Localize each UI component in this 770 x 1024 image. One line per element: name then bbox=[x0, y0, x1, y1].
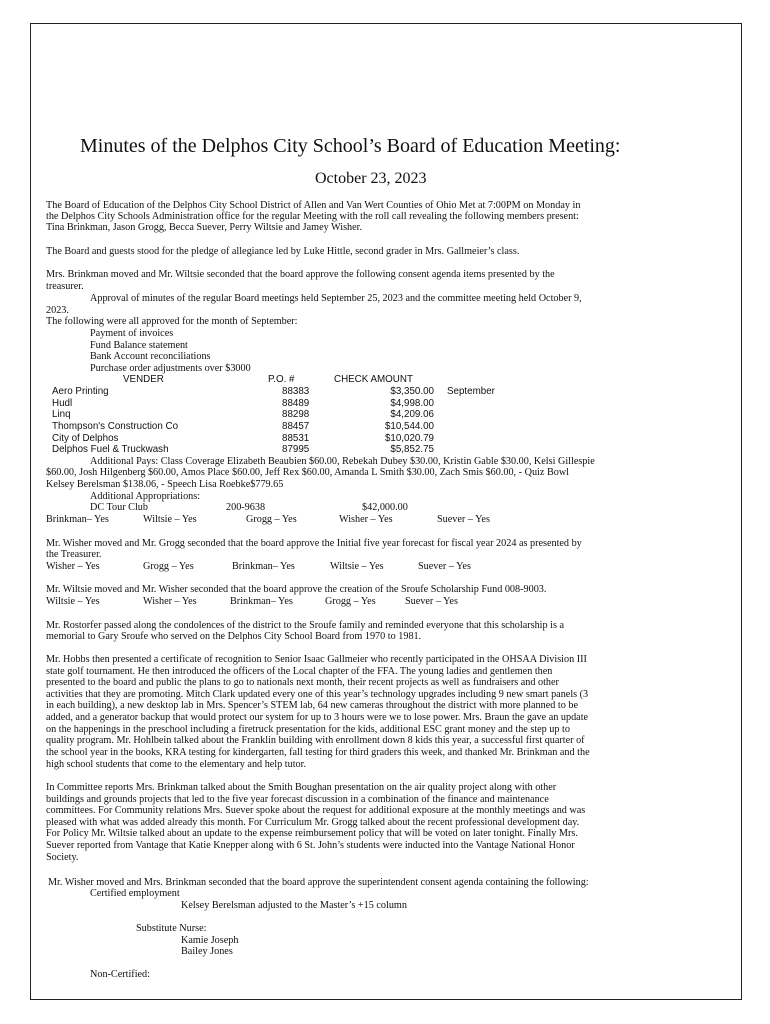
committee-line: committees. For Community relations Mrs. Suever spoke about the request for additional exposure at the monthly meetings and was bbox=[46, 805, 586, 816]
hobbs-line: activities that they are promoting. Mitch Clark updated every one of this year’s technology upgrades including 9 new smart panels (3 bbox=[46, 689, 589, 700]
approval-line: Approval of minutes of the regular Board meetings held September 25, 2023 and the committee meeting held October 9, bbox=[90, 293, 582, 304]
vote: Brinkman– Yes bbox=[230, 596, 293, 607]
table-cell-vendor: Linq bbox=[52, 409, 71, 420]
table-cell-po: 87995 bbox=[282, 444, 310, 455]
hobbs-line: the school year in the books, KRA testing for kindergarten, fall testing for third graders this week, and thanked Mr. Brinkman and the bbox=[46, 747, 590, 758]
vote: Grogg – Yes bbox=[143, 561, 194, 572]
intro-line: Tina Brinkman, Jason Grogg, Becca Suever, Perry Wiltsie and Jamey Wisher. bbox=[46, 222, 363, 233]
scholarship-text: Mr. Wiltsie moved and Mr. Wisher seconded that the board approve the creation of the Sroufe Scholarship Fund 008-9003. bbox=[46, 584, 547, 595]
vote: Grogg – Yes bbox=[246, 514, 297, 525]
vote: Brinkman– Yes bbox=[232, 561, 295, 572]
vote: Wiltsie – Yes bbox=[330, 561, 384, 572]
hobbs-line: on the happenings in the preschool including a firetruck presentation for the kids, additional ESC grant money and the step up to bbox=[46, 724, 570, 735]
approval-line: 2023. bbox=[46, 305, 69, 316]
table-cell-amount: $4,998.00 bbox=[390, 398, 434, 409]
certified-item: Kelsey Berelsman adjusted to the Master’s +15 column bbox=[181, 900, 407, 911]
table-cell-vendor: City of Delphos bbox=[52, 433, 119, 444]
vote: Grogg – Yes bbox=[325, 596, 376, 607]
consent-item: Fund Balance statement bbox=[90, 340, 188, 351]
table-cell-vendor: Hudl bbox=[52, 398, 73, 409]
hobbs-line: Mr. Hobbs then presented a certificate of recognition to Senior Isaac Gallmeier who recently participated in the OHSAA Division III bbox=[46, 654, 587, 665]
forecast-line: Mr. Wisher moved and Mr. Grogg seconded that the board approve the Initial five year forecast for fiscal year 2024 as presented by bbox=[46, 538, 582, 549]
vote: Wiltsie – Yes bbox=[46, 596, 100, 607]
table-header-check-amount: CHECK AMOUNT bbox=[334, 374, 413, 385]
consent-item: Bank Account reconciliations bbox=[90, 351, 211, 362]
hobbs-line: in each building), a new desktop lab in Mrs. Spencer’s STEM lab, 64 new cameras throughout the district with more planned to be bbox=[46, 700, 578, 711]
appropriation-name: DC Tour Club bbox=[90, 502, 148, 513]
table-header-vender: VENDER bbox=[123, 374, 164, 385]
additional-pays-line: Kelsey Berelsman $138.06, - Speech Lisa Roebke$779.65 bbox=[46, 479, 284, 490]
meeting-date: October 23, 2023 bbox=[315, 170, 427, 187]
table-cell-vendor: Delphos Fuel & Truckwash bbox=[52, 444, 169, 455]
vote: Wisher – Yes bbox=[339, 514, 393, 525]
appropriations-label: Additional Appropriations: bbox=[90, 491, 201, 502]
table-header-po: P.O. # bbox=[268, 374, 295, 385]
table-cell-vendor: Aero Printing bbox=[52, 386, 109, 397]
vote: Suever – Yes bbox=[418, 561, 471, 572]
pledge-text: The Board and guests stood for the pledge of allegiance led by Luke Hittle, second grader in Mrs. Gallmeier’s class. bbox=[46, 246, 520, 257]
intro-line: the Delphos City Schools Administration office for the regular Meeting with the roll call revealing the following members present: bbox=[46, 211, 579, 222]
table-cell-amount: $5,852.75 bbox=[390, 444, 434, 455]
table-cell-po: 88489 bbox=[282, 398, 310, 409]
table-cell-amount: $3,350.00 bbox=[390, 386, 434, 397]
substitute-nurse-label: Substitute Nurse: bbox=[136, 923, 207, 934]
table-cell-po: 88298 bbox=[282, 409, 310, 420]
table-cell-amount: $10,544.00 bbox=[384, 421, 434, 432]
additional-pays-line: Additional Pays: Class Coverage Elizabeth Beaubien $60.00, Rebekah Dubey $30.00, Kristin Gable $30.00, Kelsi Gillespie bbox=[90, 456, 595, 467]
table-cell-po: 88531 bbox=[282, 433, 310, 444]
vote: Suever – Yes bbox=[405, 596, 458, 607]
table-cell-note: September bbox=[447, 386, 495, 397]
committee-line: For Policy Mr. Wiltsie talked about an update to the expense reimbursement policy that will be voted on later tonight. Finally Mrs. bbox=[46, 828, 578, 839]
consent-item: Payment of invoices bbox=[90, 328, 174, 339]
hobbs-line: quality program. Mr. Hohlbein talked about the Franklin building with enrollment down 8 kids this year, a successful first quarter of bbox=[46, 735, 585, 746]
hobbs-line: presented to the board and public the plans to go to nationals next month, their recent projects as well as fundraisers and other bbox=[46, 677, 559, 688]
table-cell-amount: $4,209.06 bbox=[390, 409, 434, 420]
approved-following: The following were all approved for the month of September: bbox=[46, 316, 298, 327]
nurse-name: Kamie Joseph bbox=[181, 935, 239, 946]
vote: Suever – Yes bbox=[437, 514, 490, 525]
committee-line: pleased with what was added already this month. For Curriculum Mr. Grogg talked about the recent professional development day. bbox=[46, 817, 580, 828]
hobbs-line: added, and a generator backup that would protect our system for up to 3 hours were we to lose power. Mrs. Braun the gave an update bbox=[46, 712, 589, 723]
table-cell-po: 88457 bbox=[282, 421, 310, 432]
certified-label: Certified employment bbox=[90, 888, 180, 899]
vote: Wisher – Yes bbox=[143, 596, 197, 607]
table-cell-amount: $10,020.79 bbox=[384, 433, 434, 444]
forecast-line: the Treasurer. bbox=[46, 549, 102, 560]
additional-pays-line: $60.00, Josh Hilgenberg $60.00, Amos Place $60.00, Jeff Rex $60.00, Amanda L Smith $30.00, Zach Smis $60.00, - Quiz Bowl bbox=[46, 467, 570, 478]
consent-line: treasurer. bbox=[46, 281, 84, 292]
condolences-line: memorial to Gary Sroufe who served on the Delphos City School Board from 1970 to 1981. bbox=[46, 631, 422, 642]
vote: Brinkman– Yes bbox=[46, 514, 109, 525]
non-certified-label: Non-Certified: bbox=[90, 969, 150, 980]
appropriation-account: 200-9638 bbox=[226, 502, 266, 513]
committee-line: In Committee reports Mrs. Brinkman talked about the Smith Boughan presentation on the air quality project along with other bbox=[46, 782, 557, 793]
appropriation-amount: $42,000.00 bbox=[362, 502, 408, 513]
intro-line: The Board of Education of the Delphos City School District of Allen and Van Wert Counties of Ohio Met at 7:00PM on Monday in bbox=[46, 200, 581, 211]
consent-line: Mrs. Brinkman moved and Mr. Wiltsie seconded that the board approve the following consent agenda items presented by the bbox=[46, 269, 555, 280]
page-title: Minutes of the Delphos City School’s Board of Education Meeting: bbox=[80, 135, 621, 157]
table-cell-po: 88383 bbox=[282, 386, 310, 397]
consent-item: Purchase order adjustments over $3000 bbox=[90, 363, 251, 374]
vote: Wisher – Yes bbox=[46, 561, 100, 572]
superintendent-intro: Mr. Wisher moved and Mrs. Brinkman seconded that the board approve the superintendent consent agenda containing the following: bbox=[48, 877, 589, 888]
condolences-line: Mr. Rostorfer passed along the condolences of the district to the Sroufe family and reminded everyone that this scholarship is a bbox=[46, 620, 565, 631]
nurse-name: Bailey Jones bbox=[181, 946, 233, 957]
vote: Wiltsie – Yes bbox=[143, 514, 197, 525]
hobbs-line: high school students that come to the elementary and help tutor. bbox=[46, 759, 307, 770]
table-cell-vendor: Thompson's Construction Co bbox=[52, 421, 179, 432]
committee-line: Suever reported from Vantage that Katie Knepper along with 6 St. John’s students were inducted into the Vantage National Honor bbox=[46, 840, 575, 851]
hobbs-line: state golf tournament. He then introduced the officers of the Local chapter of the FFA. The young ladies and gentlemen then bbox=[46, 666, 553, 677]
committee-line: buildings and grounds projects that led to the five year forecast discussion in a combination of the finance and maintenance bbox=[46, 794, 549, 805]
committee-line: Society. bbox=[46, 852, 79, 863]
